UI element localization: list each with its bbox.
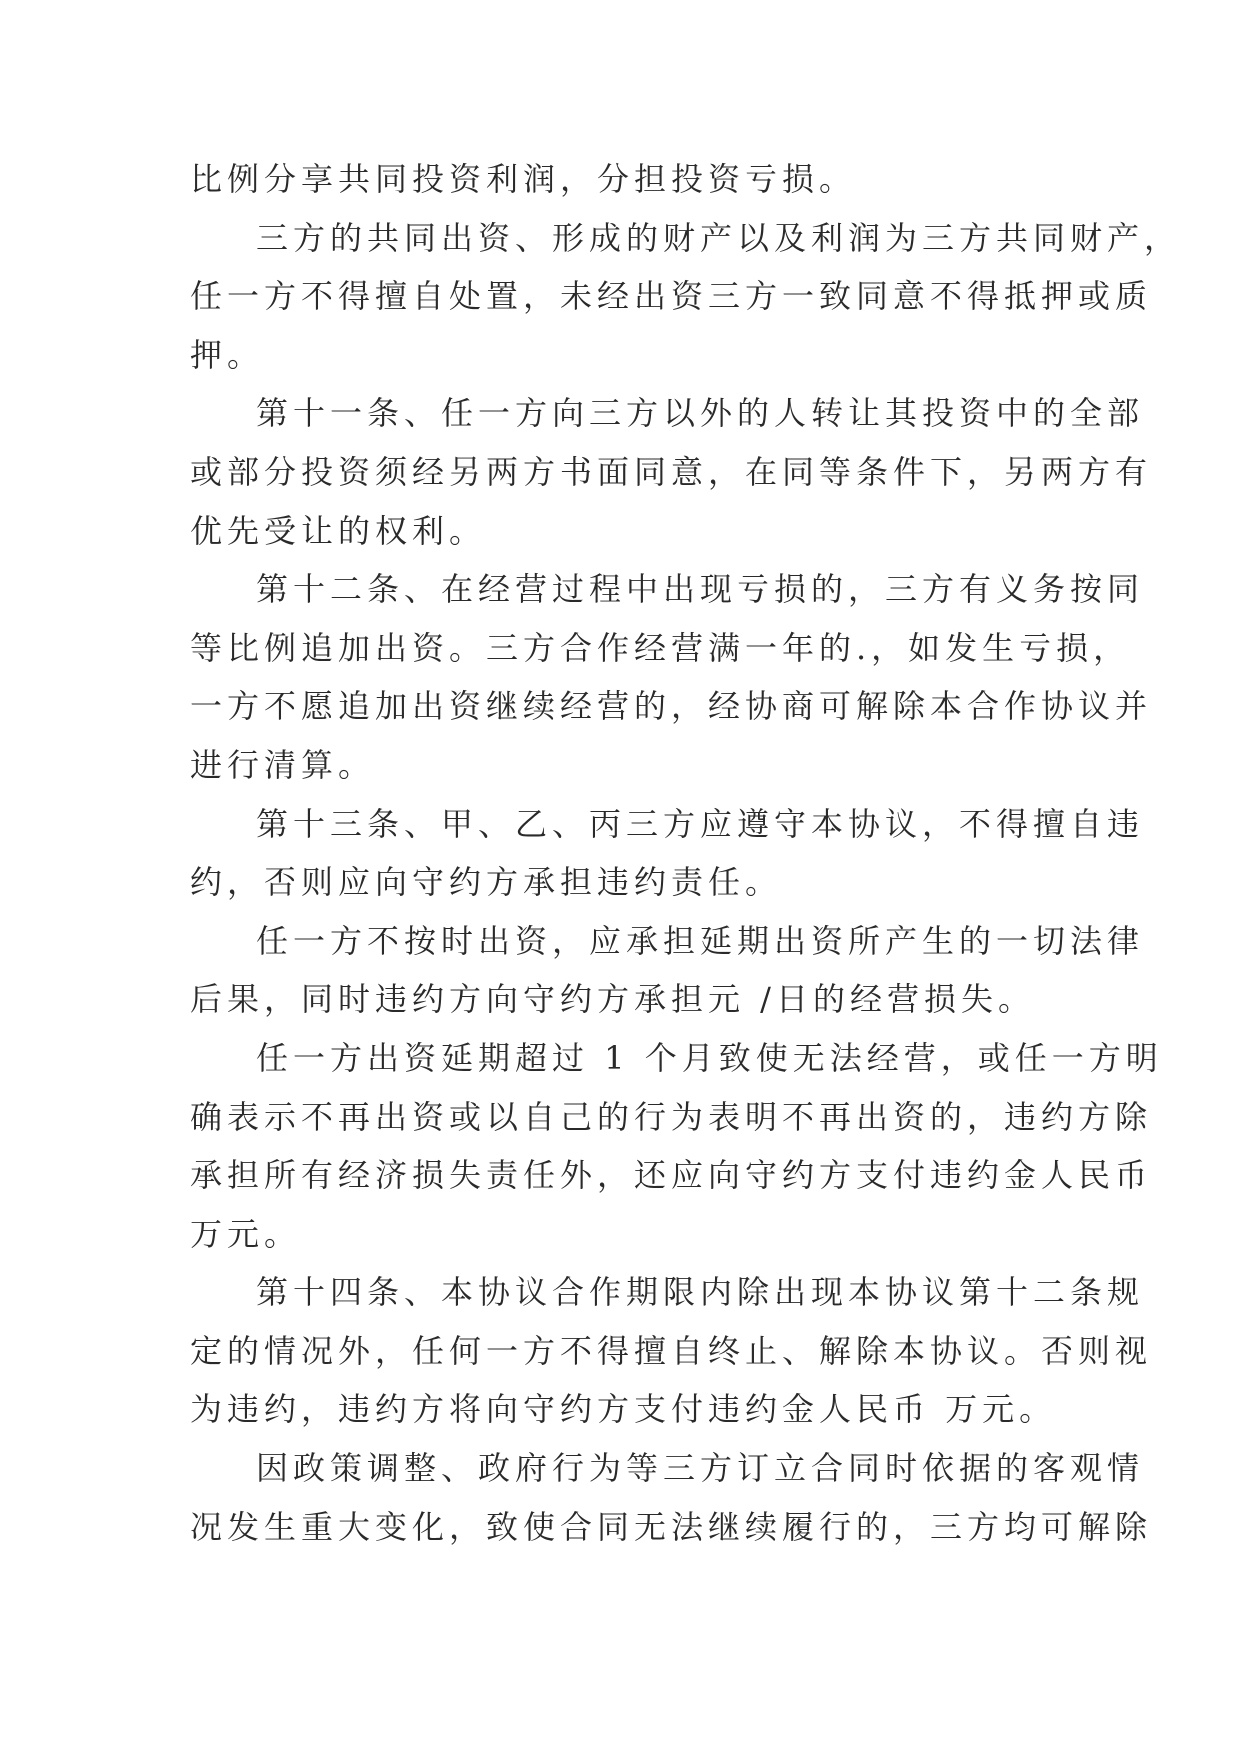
text-line: 第十一条、任一方向三方以外的人转让其投资中的全部 [256, 394, 1145, 433]
text-line: 一方不愿追加出资继续经营的，经协商可解除本合作协议并 [190, 687, 1153, 726]
text-line: 进行清算。 [190, 745, 376, 784]
text-line: 承担所有经济损失责任外，还应向守约方支付违约金人民币 [190, 1156, 1153, 1195]
text-line: 第十三条、甲、乙、丙三方应遵守本协议，不得擅自违 [256, 804, 1145, 843]
text-line: 或部分投资须经另两方书面同意，在同等条件下，另两方有 [190, 452, 1153, 491]
text-line: 为违约，违约方将向守约方支付违约金人民币 万元。 [190, 1390, 1057, 1429]
text-line: 确表示不再出资或以自己的行为表明不再出资的，违约方除 [190, 1097, 1153, 1136]
text-line: 等比例追加出资。三方合作经营满一年的.，如发生亏损， [190, 628, 1131, 667]
text-line: 因政策调整、政府行为等三方订立合同时依据的客观情 [256, 1449, 1145, 1488]
text-line: 第十四条、本协议合作期限内除出现本协议第十二条规 [256, 1273, 1145, 1312]
text-line: 任一方不按时出资，应承担延期出资所产生的一切法律 [256, 921, 1145, 960]
text-line: 优先受让的权利。 [190, 511, 487, 550]
text-line: 万元。 [190, 1214, 302, 1253]
text-line: 约，否则应向守约方承担违约责任。 [190, 863, 783, 902]
text-line: 任一方出资延期超过 1 个月致使无法经营，或任一方明 [256, 1038, 1163, 1077]
text-line: 押。 [190, 335, 265, 374]
text-line: 况发生重大变化，致使合同无法继续履行的，三方均可解除 [190, 1507, 1153, 1546]
text-line: 第十二条、在经营过程中出现亏损的，三方有义务按同 [256, 570, 1145, 609]
text-line: 后果，同时违约方向守约方承担元 /日的经营损失。 [190, 980, 1035, 1019]
text-line: 任一方不得擅自处置，未经出资三方一致同意不得抵押或质 [190, 277, 1153, 316]
text-line: 比例分享共同投资利润，分担投资亏损。 [190, 160, 857, 198]
text-line: 定的情况外，任何一方不得擅自终止、解除本协议。否则视 [190, 1331, 1153, 1370]
text-line: 三方的共同出资、形成的财产以及利润为三方共同财产， [256, 218, 1182, 257]
document-body [190, 150, 1182, 1556]
